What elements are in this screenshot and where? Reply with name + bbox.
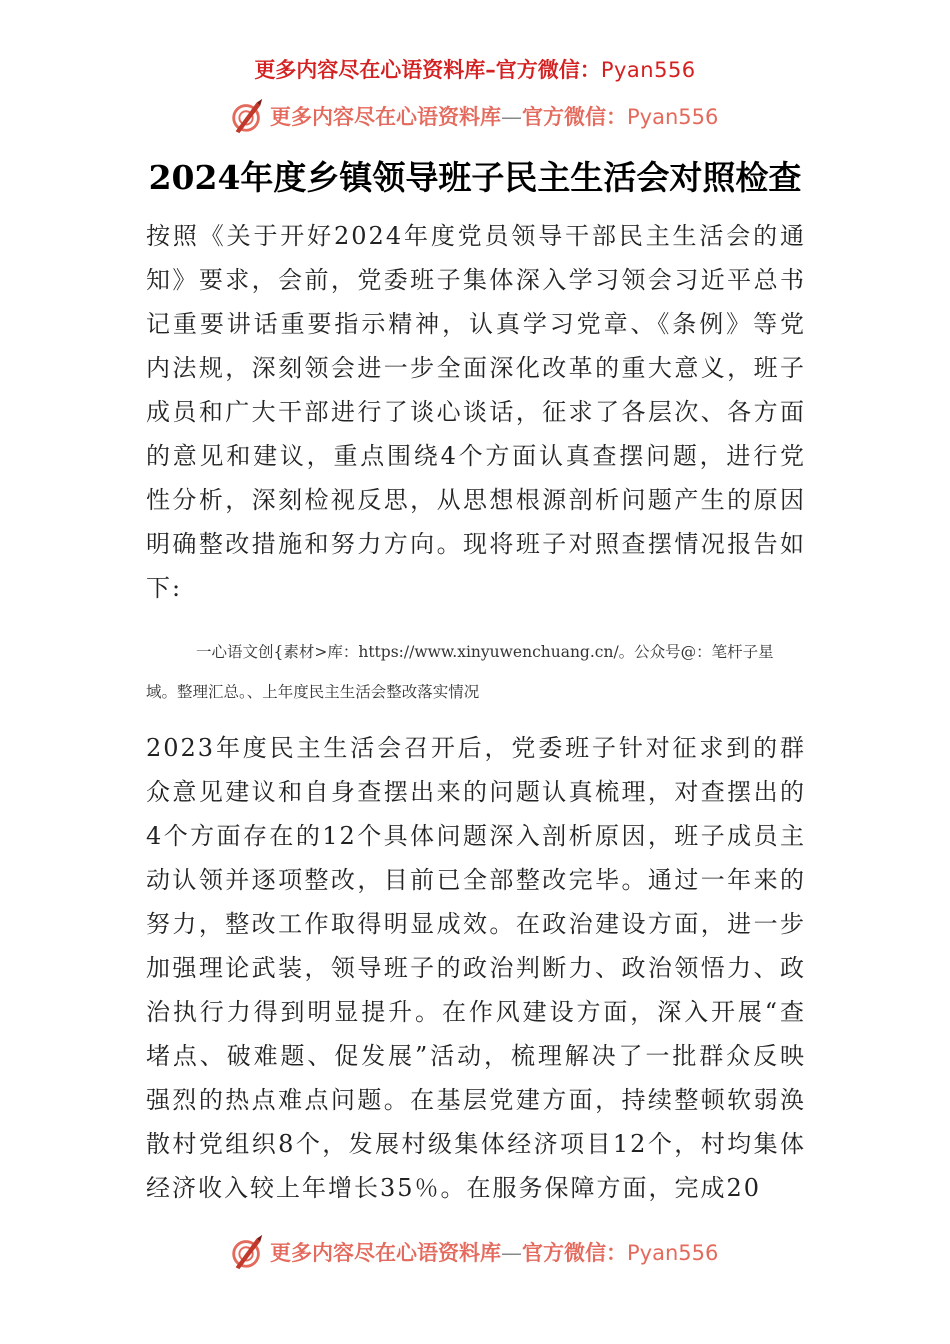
source-note-line-2: 域。整理汇总。、上年度民主生活会整改落实情况 [146,683,480,701]
pen-swirl-logo-icon [228,1233,266,1271]
top-promo-banner [0,54,950,84]
intro-paragraph: 按照《关于开好2024年度党员领导干部民主生活会的通知》要求，会前，党委班子集体深入学习领会习近平总书记重要讲话重要指示精神，认真学习党章、《条例》等党内法规，深刻领会进一步全面深化改革的重大意义，班子成员和广大干部进行了谈心谈话，征求了各层次、各方面的意见和建议，重点围绕4个方面认真查摆问题，进行党性分析，深刻检视反思，从思想根源剖析问题产生的原因明确整改措施和努力方向。现将班子对照查摆情况报告如下: [146,222,806,602]
rectification-paragraph: 2023年度民主生活会召开后，党委班子针对征求到的群众意见建议和自身查摆出来的问题认真梳理，对查摆出的4个方面存在的12个具体问题深入剖析原因，班子成员主动认领并逐项整改，目前已全部整改完毕。通过一年来的努力，整改工作取得明显成效。在政治建设方面，进一步加强理论武装，领导班子的政治判断力、政治领悟力、政治执行力得到明显提升。在作风建设方面，深入开展“查堵点、破难题、促发展”活动，梳理解决了一批群众反映强烈的热点难点问题。在基层党建方面，持续整顿软弱涣散村党组织8个，发展村级集体经济项目12个，村均集体经济收入较上年增长35％。在服务保障方面，完成20 [146,734,806,1202]
banner-wechat-id: Pyan556 [600,58,696,82]
banner-text: 更多内容尽在心语资料库–官方微信： [254,58,601,82]
pen-swirl-logo-icon [228,97,266,135]
footer-watermark [228,1232,718,1272]
watermark-text: 更多内容尽在心语资料库—官方微信：Pyan556 [270,1241,719,1265]
source-note-line-1: 一心语文创{素材>库：https://www.xinyuwenchuang.cn/。公众号@：笔杆子星 [196,643,774,661]
document-title: 2024年度乡镇领导班子民主生活会对照检查 [148,158,802,197]
header-watermark [228,96,718,136]
source-note [146,632,808,712]
watermark-text: 更多内容尽在心语资料库—官方微信：Pyan556 [270,105,719,129]
